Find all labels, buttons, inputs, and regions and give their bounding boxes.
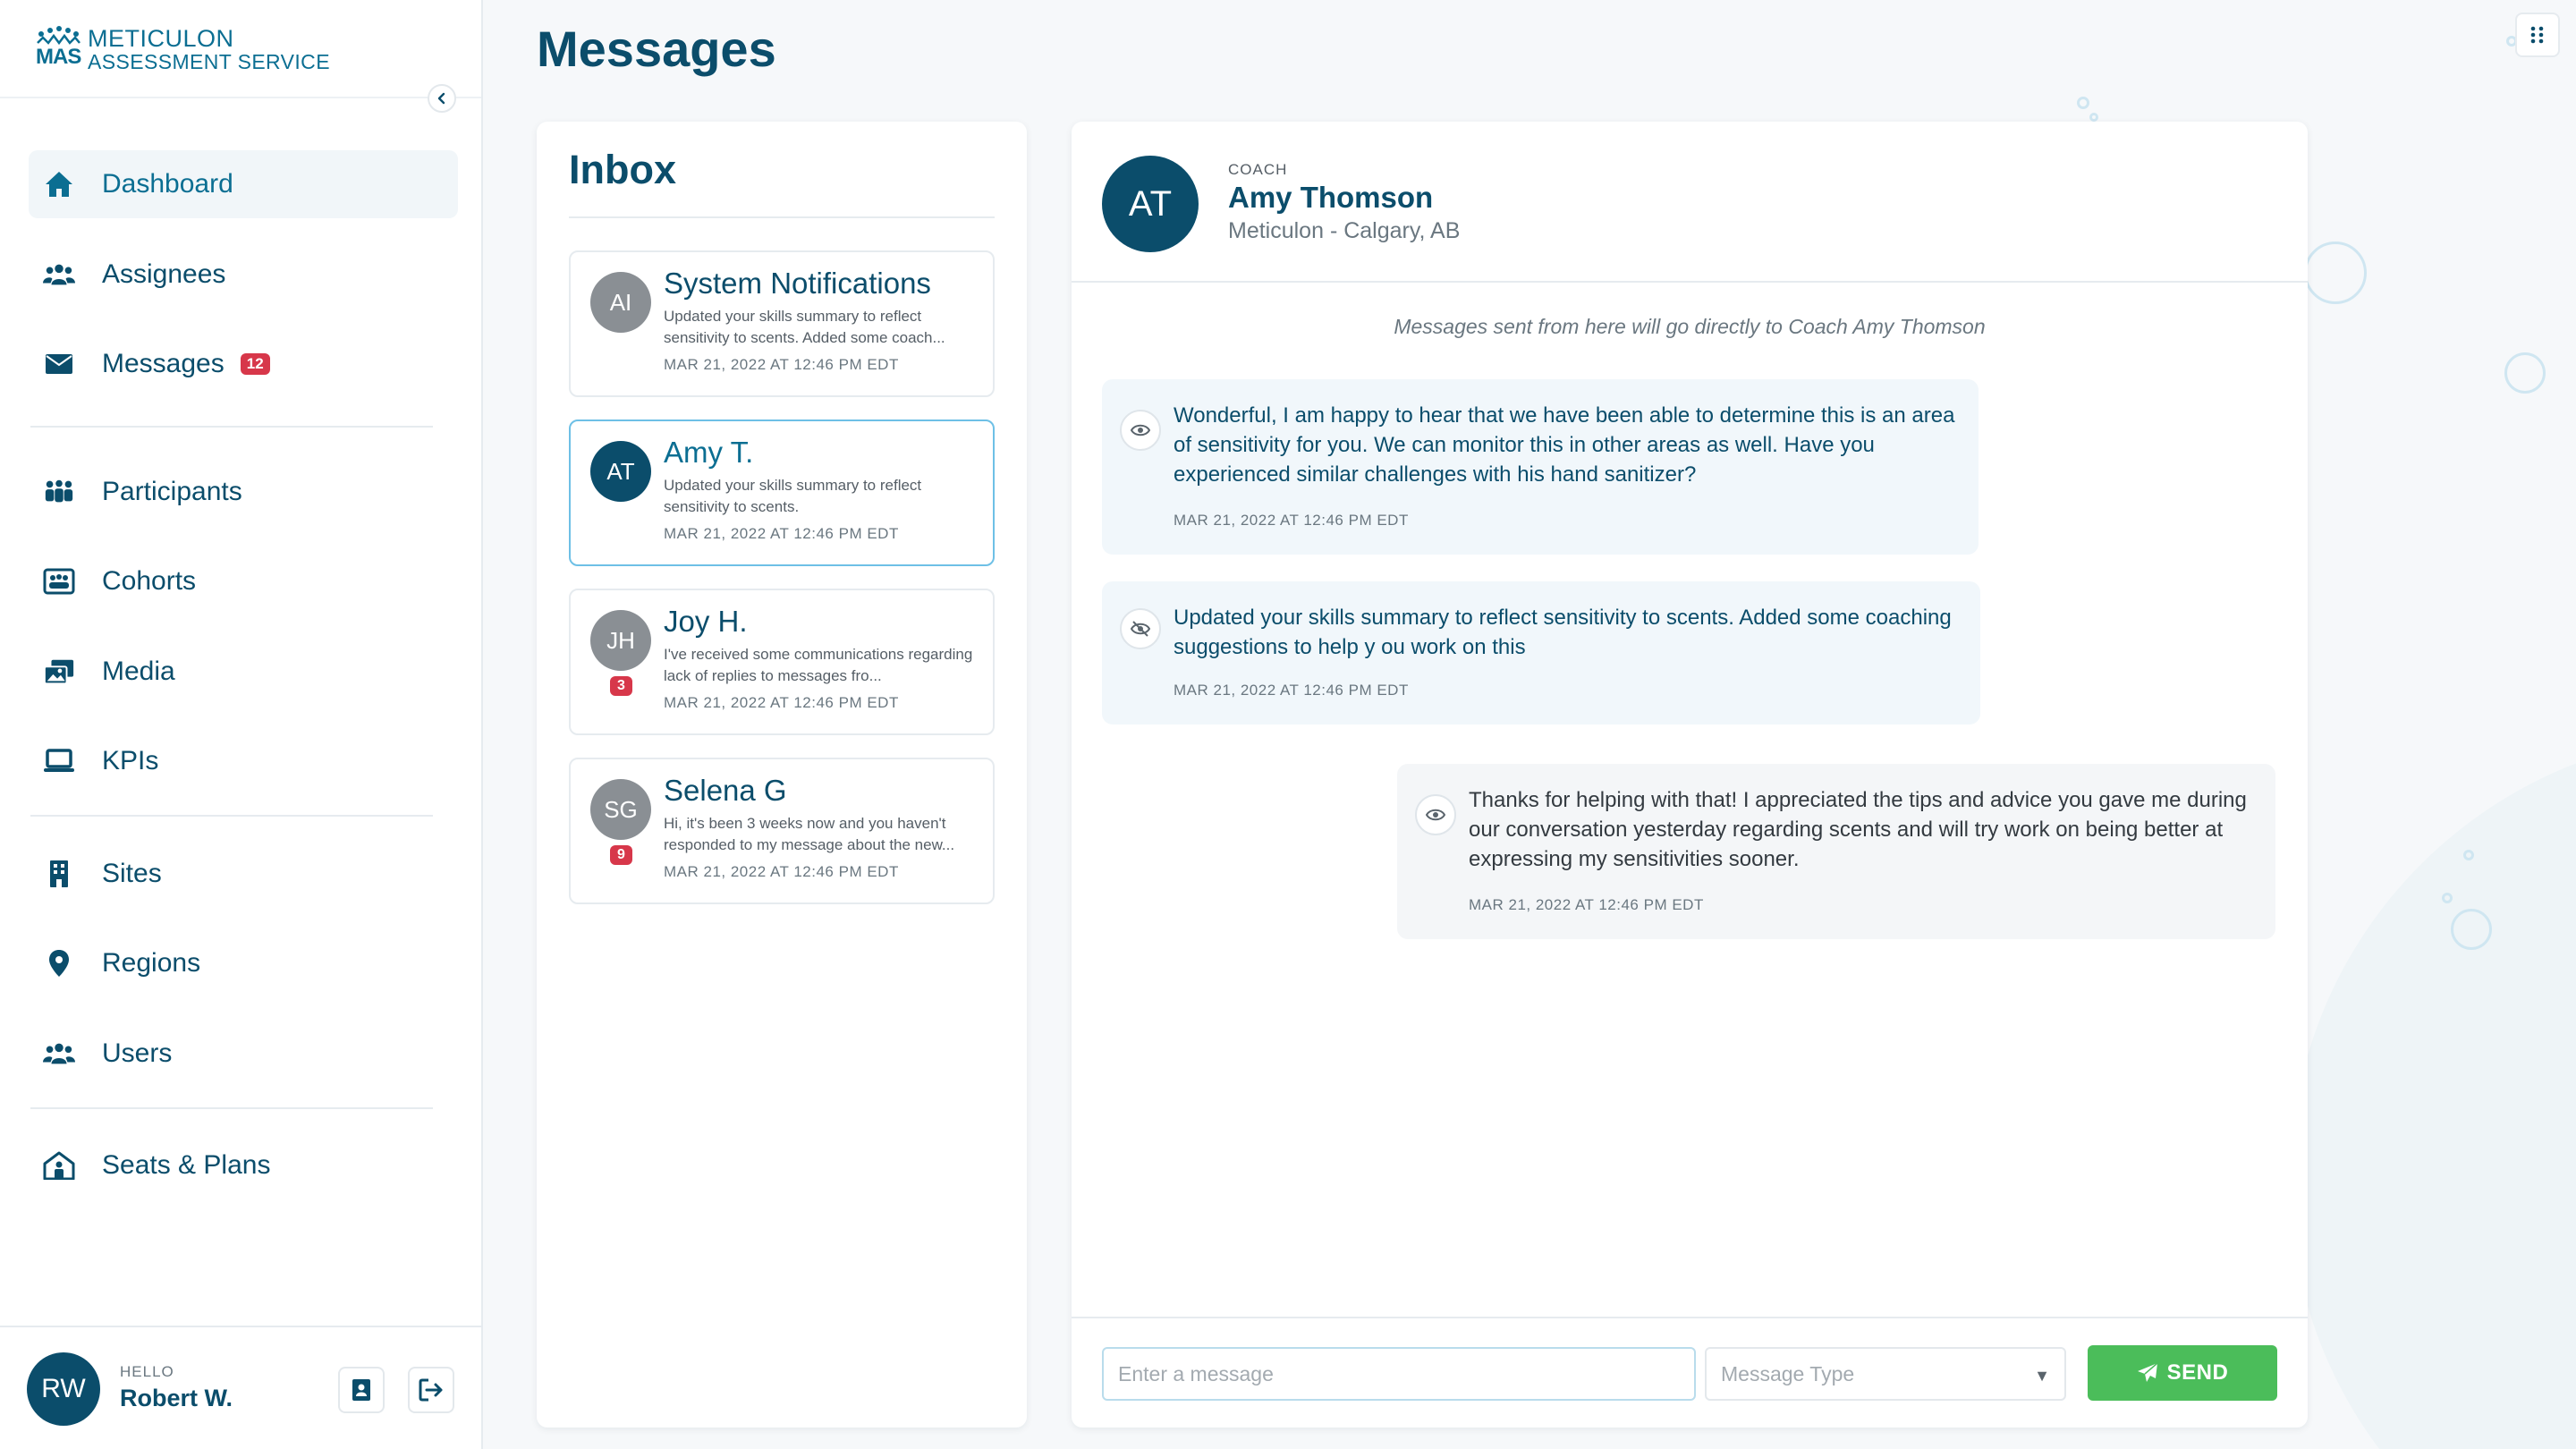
sidebar — [0, 0, 483, 1449]
sidebar-item-label: Media — [102, 657, 175, 686]
thread-preview: Updated your skills summary to reflect sensitivity to scents. — [664, 477, 922, 515]
sidebar-item-sites[interactable] — [29, 840, 458, 908]
thread-date: MAR 21, 2022 AT 12:46 PM EDT — [664, 694, 899, 711]
thread-preview: Updated your skills summary to reflect sensitivity to scents. Added some coach... — [664, 308, 945, 346]
caret-down-icon: ▼ — [2034, 1367, 2050, 1385]
chevron-left-icon — [436, 92, 448, 105]
thread-date: MAR 21, 2022 AT 12:46 PM EDT — [664, 863, 899, 880]
decor-bubble — [2442, 893, 2453, 903]
grid-icon — [2529, 26, 2546, 44]
sidebar-item-label: Sites — [102, 859, 162, 888]
sidebar-item-seats-plans[interactable] — [29, 1131, 458, 1199]
collapse-sidebar-button[interactable] — [428, 84, 456, 113]
message-input[interactable] — [1102, 1347, 1696, 1401]
background-decoration — [2290, 733, 2576, 1449]
sidebar-item-label: Cohorts — [102, 566, 197, 596]
message-text: Wonderful, I am happy to hear that we have been able to determine this is an area of sensitivity for you. We can monitor this in other areas as well. Have you experienced similar challenges with his hand sanitizer? — [1174, 403, 1955, 487]
sidebar-item-label: KPIs — [102, 746, 159, 775]
thread-name: Joy H. — [664, 605, 748, 638]
divider — [30, 426, 433, 428]
message-bubble-sent — [1397, 764, 2275, 939]
user-panel — [0, 1326, 481, 1449]
media-icon — [43, 656, 75, 688]
apps-menu-button[interactable] — [2515, 13, 2560, 57]
message-bubble — [1102, 581, 1980, 724]
sidebar-item-messages[interactable] — [29, 330, 458, 398]
decor-bubble — [2304, 242, 2367, 304]
send-button[interactable] — [2088, 1345, 2277, 1401]
sidebar-item-label: Users — [102, 1038, 173, 1068]
eye-icon[interactable] — [1415, 794, 1456, 835]
inbox-thread[interactable] — [569, 250, 995, 397]
conversation-panel — [1072, 122, 2308, 1428]
compose-bar — [1072, 1317, 2308, 1428]
sidebar-item-label: Messages — [102, 349, 225, 378]
sidebar-item-cohorts[interactable] — [29, 547, 458, 615]
message-date: MAR 21, 2022 AT 12:46 PM EDT — [1174, 512, 1409, 529]
conversation-header — [1072, 122, 2308, 283]
cohorts-icon — [43, 565, 75, 597]
greeting: HELLO — [120, 1363, 174, 1380]
send-label: SEND — [2166, 1360, 2229, 1385]
laptop-icon — [43, 745, 75, 777]
participants-icon — [43, 476, 75, 508]
message-text: Updated your skills summary to reflect sensitivity to scents. Added some coaching suggestions to help y ou work on this — [1174, 606, 1952, 659]
sidebar-item-assignees[interactable] — [29, 241, 458, 309]
decor-bubble — [2504, 352, 2546, 394]
inbox-title: Inbox — [569, 147, 676, 192]
envelope-icon — [43, 348, 75, 380]
divider — [0, 97, 481, 98]
paper-plane-icon — [2137, 1362, 2158, 1384]
brand-mark: MAS — [36, 45, 81, 69]
sidebar-item-label: Dashboard — [102, 169, 233, 199]
inbox-thread[interactable] — [569, 589, 995, 735]
avatar: AI — [590, 272, 651, 333]
unread-badge: 3 — [610, 676, 632, 696]
thread-preview: Hi, it's been 3 weeks now and you haven't responded to my message about the new... — [664, 815, 955, 853]
thread-date: MAR 21, 2022 AT 12:46 PM EDT — [664, 525, 899, 542]
thread-name: Selena G — [664, 774, 787, 807]
inbox-thread[interactable] — [569, 758, 995, 904]
sidebar-item-kpis[interactable] — [29, 727, 458, 795]
message-bubble — [1102, 379, 1979, 555]
map-pin-icon — [43, 947, 75, 979]
avatar: AT — [1102, 156, 1199, 252]
divider — [30, 815, 433, 817]
decor-bubble — [2089, 113, 2098, 122]
decor-bubble — [2463, 850, 2474, 860]
unread-badge: 9 — [610, 845, 632, 865]
user-name: Robert W. — [120, 1385, 233, 1411]
decor-bubble — [2451, 909, 2492, 950]
message-type-select[interactable] — [1705, 1347, 2066, 1401]
building-icon — [43, 858, 75, 890]
coach-name: Amy Thomson — [1228, 181, 1434, 214]
conversation-notice: Messages sent from here will go directly to Coach Amy Thomson — [1394, 315, 1986, 338]
sidebar-item-users[interactable] — [29, 1020, 458, 1088]
coach-location: Meticulon - Calgary, AB — [1228, 218, 1461, 243]
sidebar-item-label: Regions — [102, 948, 201, 978]
message-date: MAR 21, 2022 AT 12:46 PM EDT — [1469, 896, 1704, 913]
sidebar-item-label: Participants — [102, 477, 242, 506]
thread-preview: I've received some communications regarding lack of replies to messages fro... — [664, 646, 973, 684]
inbox-thread-selected[interactable] — [569, 419, 995, 566]
sidebar-item-label: Assignees — [102, 259, 226, 289]
message-type-placeholder: Message Type — [1721, 1361, 1855, 1385]
brand-subtitle: ASSESSMENT SERVICE — [88, 50, 330, 73]
thread-name: System Notifications — [664, 267, 931, 300]
message-date: MAR 21, 2022 AT 12:46 PM EDT — [1174, 682, 1409, 699]
avatar: AT — [590, 441, 651, 502]
thread-date: MAR 21, 2022 AT 12:46 PM EDT — [664, 356, 899, 373]
divider — [569, 216, 995, 218]
users-group-icon — [43, 258, 75, 291]
sidebar-item-regions[interactable] — [29, 929, 458, 997]
avatar: SG — [590, 779, 651, 840]
sidebar-item-participants[interactable] — [29, 458, 458, 526]
page-title: Messages — [537, 21, 776, 77]
sidebar-item-dashboard[interactable] — [29, 150, 458, 218]
profile-button[interactable] — [338, 1367, 385, 1413]
sign-out-icon — [419, 1378, 444, 1402]
brand-name: METICULON — [88, 25, 234, 52]
users-icon — [43, 1038, 75, 1070]
avatar[interactable]: RW — [27, 1352, 100, 1426]
sidebar-item-media[interactable] — [29, 638, 458, 706]
divider — [30, 1107, 433, 1109]
inbox-panel — [537, 122, 1027, 1428]
eye-icon[interactable] — [1120, 410, 1161, 451]
seats-house-icon — [43, 1149, 75, 1182]
message-text: Thanks for helping with that! I appreciated the tips and advice you gave me during our conversation yesterday regarding scents and will try work on being better at expressing my sensitivities sooner. — [1469, 788, 2247, 871]
home-icon — [43, 168, 75, 200]
eye-slash-icon[interactable] — [1120, 608, 1161, 649]
decor-bubble — [2077, 97, 2089, 109]
avatar: JH — [590, 610, 651, 671]
thread-name: Amy T. — [664, 436, 754, 469]
unread-badge: 12 — [241, 353, 270, 375]
sidebar-item-label: Seats & Plans — [102, 1150, 271, 1180]
contact-card-icon — [352, 1378, 371, 1402]
logout-button[interactable] — [408, 1367, 454, 1413]
coach-role: COACH — [1228, 161, 1288, 178]
